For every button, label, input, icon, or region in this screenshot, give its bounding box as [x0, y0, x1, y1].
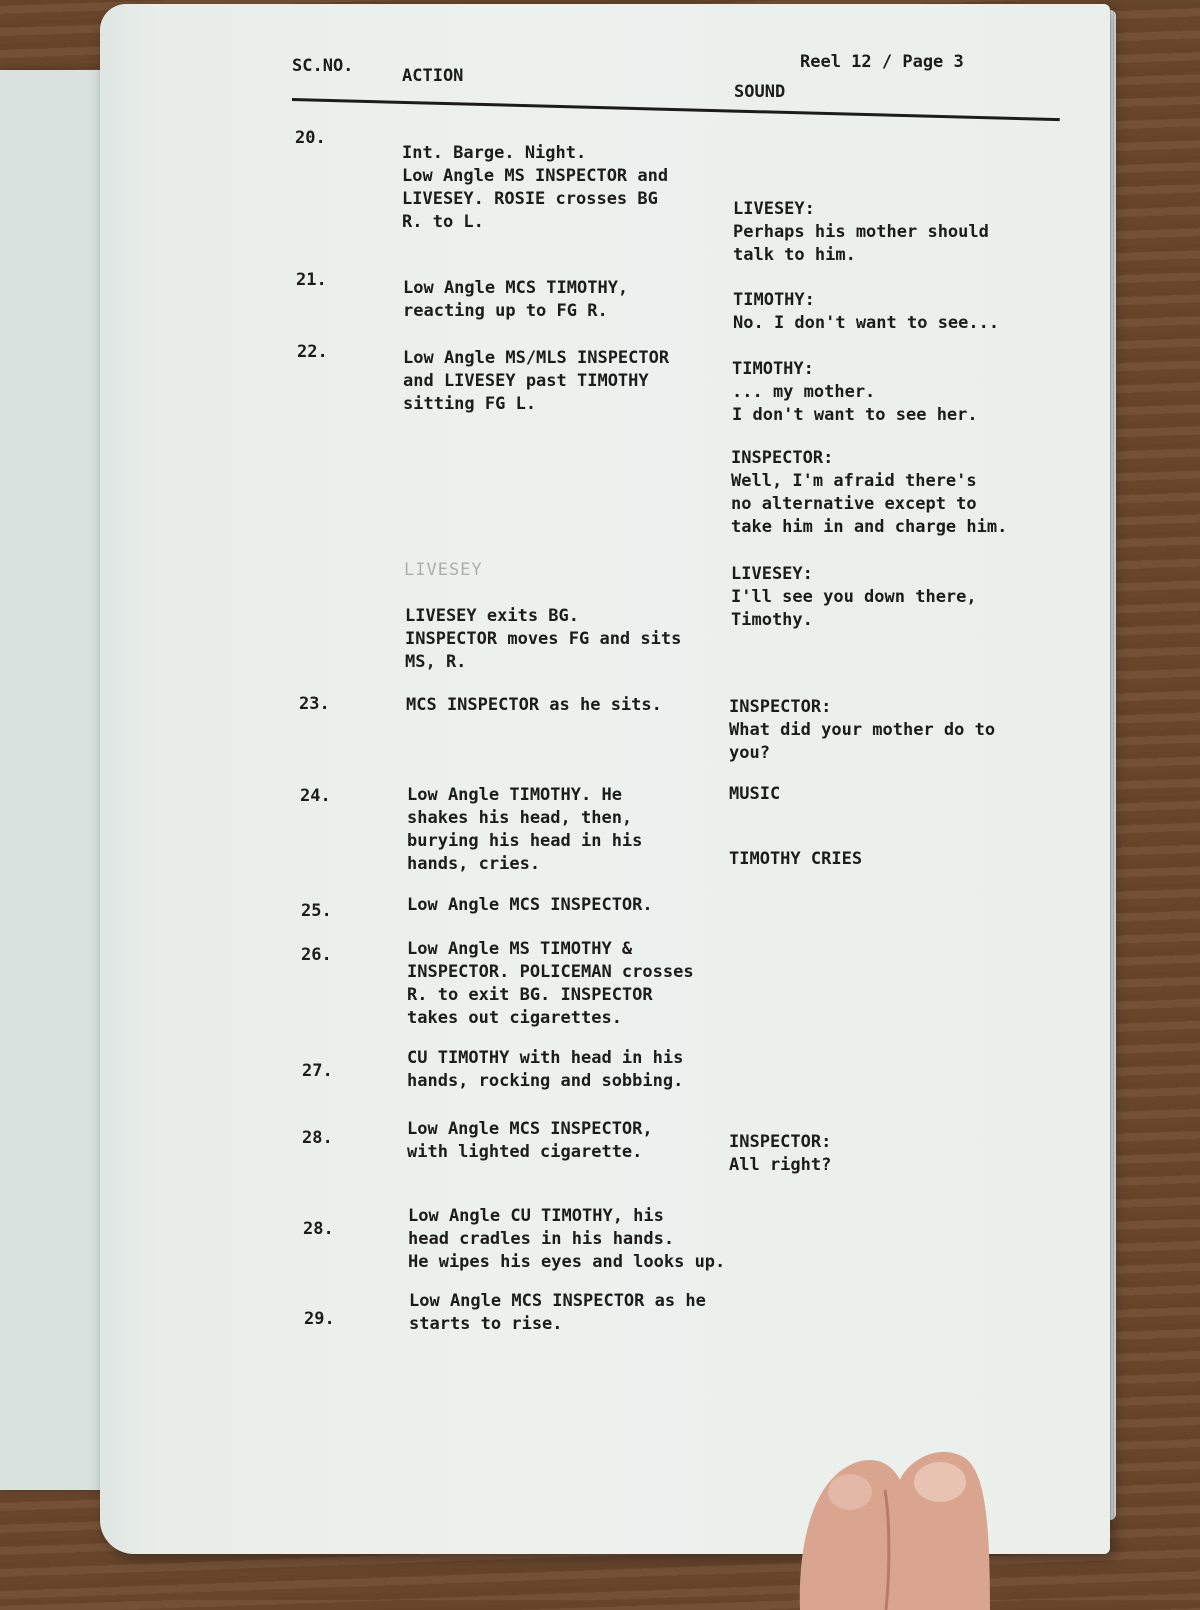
- scene-number: 23.: [299, 694, 330, 714]
- scene-action: Low Angle MCS TIMOTHY, reacting up to FG R.: [403, 278, 629, 321]
- reel-page-label: Reel 12 / Page 3: [800, 52, 964, 72]
- scene-action: Low Angle MS/MLS INSPECTOR and LIVESEY past TIMOTHY sitting FG L.: [403, 348, 670, 414]
- scene-sound: TIMOTHY: No. I don't want to see...: [733, 290, 1000, 333]
- scene-action: Low Angle MCS INSPECTOR.: [407, 895, 653, 915]
- scene-action-faint: LIVESEY: [404, 560, 483, 580]
- scene-number: 21.: [296, 270, 327, 290]
- scene-sound: TIMOTHY CRIES: [729, 849, 863, 869]
- scene-action: Low Angle MCS INSPECTOR as he starts to rise.: [409, 1291, 706, 1334]
- scene-sound: LIVESEY: I'll see you down there, Timothy.: [731, 564, 977, 630]
- scene-sound: MUSIC: [729, 784, 781, 804]
- sound-header: SOUND: [734, 82, 786, 102]
- scene-number: 24.: [300, 786, 331, 806]
- action-header: ACTION: [402, 66, 464, 86]
- scene-action: CU TIMOTHY with head in his hands, rocking and sobbing.: [407, 1048, 684, 1091]
- scene-number: 29.: [304, 1309, 335, 1329]
- scene-number: 22.: [297, 342, 328, 362]
- scene-sound: TIMOTHY: ... my mother. I don't want to see her.: [732, 359, 978, 425]
- scene-sound: INSPECTOR: What did your mother do to you?: [729, 697, 996, 763]
- scene-action: Int. Barge. Night. Low Angle MS INSPECTOR and LIVESEY. ROSIE crosses BG R. to L.: [402, 143, 669, 232]
- scene-number: 28.: [303, 1219, 334, 1239]
- sc-no-header: SC.NO.: [292, 56, 354, 76]
- scene-action: Low Angle MS TIMOTHY & INSPECTOR. POLICEMAN crosses R. to exit BG. INSPECTOR takes out cigarettes.: [407, 939, 694, 1028]
- scene-number: 28.: [302, 1128, 333, 1148]
- scene-sound: LIVESEY: Perhaps his mother should talk to him.: [733, 199, 989, 265]
- scene-number: 20.: [295, 128, 326, 148]
- scene-action: Low Angle CU TIMOTHY, his head cradles in his hands. He wipes his eyes and looks up.: [408, 1206, 726, 1272]
- scene-number: 26.: [301, 945, 332, 965]
- scene-action: Low Angle MCS INSPECTOR, with lighted cigarette.: [407, 1119, 653, 1162]
- finger-image: [790, 1430, 990, 1610]
- scene-sound: INSPECTOR: Well, I'm afraid there's no alternative except to take him in and charge him.: [731, 448, 1008, 537]
- scene-number: 25.: [301, 901, 332, 921]
- scene-action: Low Angle TIMOTHY. He shakes his head, then, burying his head in his hands, cries.: [407, 785, 643, 874]
- scene-number: 27.: [302, 1061, 333, 1081]
- scene-action: LIVESEY exits BG. INSPECTOR moves FG and sits MS, R.: [405, 606, 682, 672]
- scene-action: MCS INSPECTOR as he sits.: [406, 695, 662, 715]
- scene-sound: INSPECTOR: All right?: [729, 1132, 832, 1175]
